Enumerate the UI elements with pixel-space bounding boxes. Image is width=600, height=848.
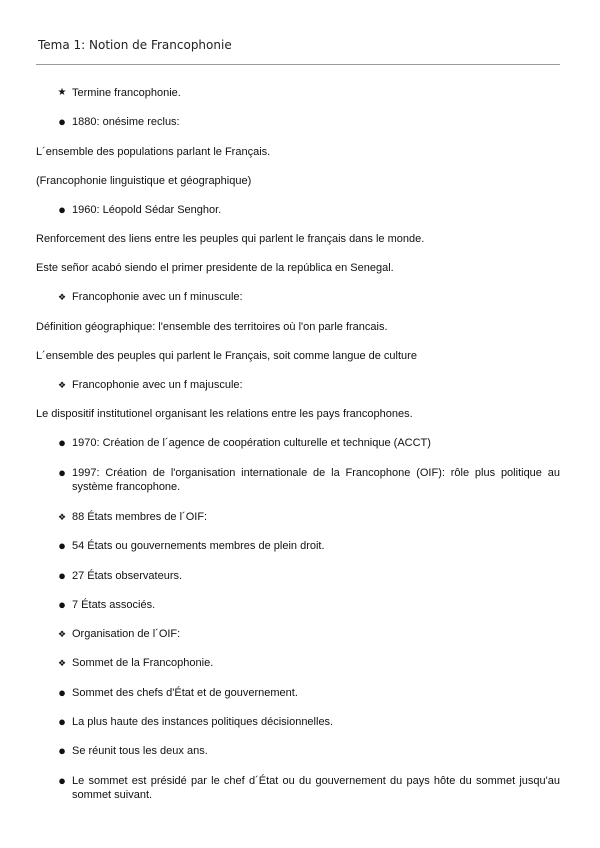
dot-bullet-icon: ●	[58, 773, 66, 788]
list-item: 7 États associés.	[72, 599, 156, 611]
dot-bullet-icon: ●	[58, 568, 66, 583]
dot-bullet-icon: ●	[58, 743, 66, 758]
list-item: 54 États ou gouvernements membres de plein droit.	[72, 540, 325, 552]
list-item: 1970: Création de l´agence de coopération culturelle et technique (ACCT)	[72, 437, 431, 449]
list-item: Francophonie avec un f minuscule:	[72, 291, 243, 303]
paragraph: Este señor acabó siendo el primer presidente de la república en Senegal.	[36, 262, 394, 274]
dot-bullet-icon: ●	[58, 114, 66, 129]
paragraph: L´ensemble des peuples qui parlent le Français, soit comme langue de culture	[36, 350, 417, 362]
dot-bullet-icon: ●	[58, 435, 66, 450]
list-item: Se réunit tous les deux ans.	[72, 745, 208, 757]
paragraph: Le dispositif institutionel organisant les relations entre les pays francophones.	[36, 408, 413, 420]
paragraph: (Francophonie linguistique et géographique)	[36, 175, 252, 187]
list-item: La plus haute des instances politiques décisionnelles.	[72, 716, 334, 728]
list-item: Le sommet est présidé par le chef d´État ou du gouvernement du pays hôte du sommet jusqu'au sommet suivant.	[72, 775, 560, 801]
dot-bullet-icon: ●	[58, 685, 66, 700]
list-item: Organisation de l´OIF:	[72, 628, 181, 640]
list-item: 1880: onésime reclus:	[72, 116, 180, 128]
list-item: Termine francophonie.	[72, 87, 181, 99]
dot-bullet-icon: ●	[58, 202, 66, 217]
paragraph: L´ensemble des populations parlant le Français.	[36, 146, 271, 158]
paragraph: Renforcement des liens entre les peuples qui parlent le français dans le monde.	[36, 233, 425, 245]
diamond-bullet-icon: ❖	[57, 629, 67, 639]
list-item: 88 États membres de l´OIF:	[72, 511, 208, 523]
dot-bullet-icon: ●	[58, 714, 66, 729]
star-bullet-icon: ★	[57, 87, 67, 98]
page-header: Tema 1: Notion de Francophonie	[38, 38, 232, 52]
diamond-bullet-icon: ❖	[57, 512, 67, 522]
list-item: Francophonie avec un f majuscule:	[72, 379, 243, 391]
header-divider	[36, 64, 560, 65]
list-item: 1960: Léopold Sédar Senghor.	[72, 204, 222, 216]
dot-bullet-icon: ●	[58, 465, 66, 480]
paragraph: Définition géographique: l'ensemble des territoires où l'on parle francais.	[36, 321, 388, 333]
diamond-bullet-icon: ❖	[57, 658, 67, 668]
dot-bullet-icon: ●	[58, 597, 66, 612]
list-item: Sommet des chefs d'État et de gouvernement.	[72, 687, 298, 699]
diamond-bullet-icon: ❖	[57, 292, 67, 302]
list-item: 27 États observateurs.	[72, 570, 183, 582]
diamond-bullet-icon: ❖	[57, 380, 67, 390]
dot-bullet-icon: ●	[58, 538, 66, 553]
list-item: Sommet de la Francophonie.	[72, 657, 214, 669]
list-item: 1997: Création de l'organisation internationale de la Francophone (OIF): rôle plus politique au système francophone.	[72, 467, 560, 493]
